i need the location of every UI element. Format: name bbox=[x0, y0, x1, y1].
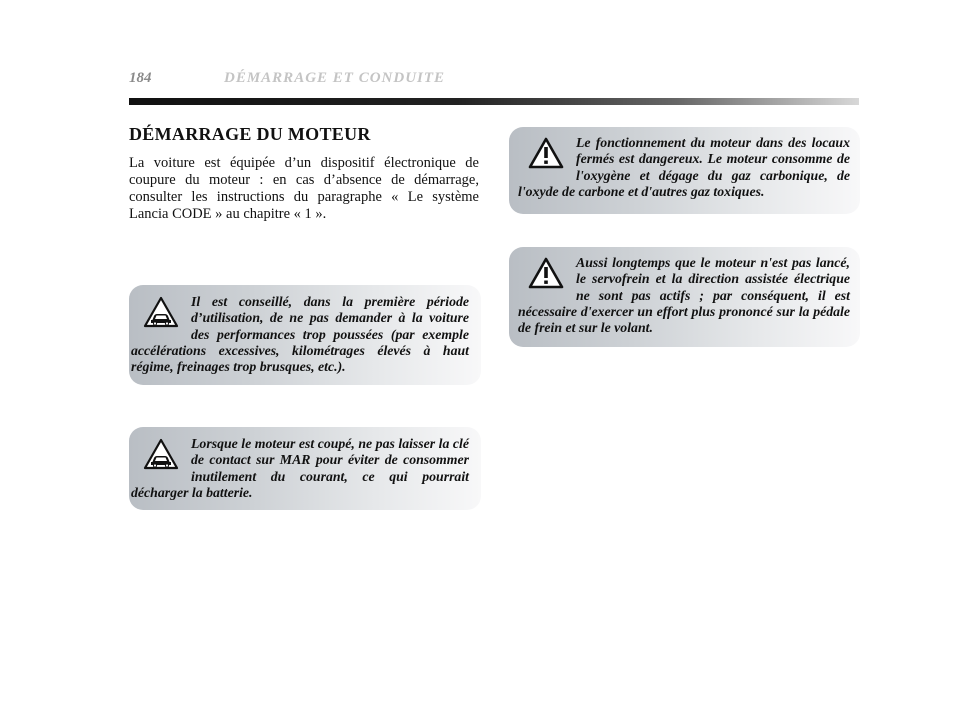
intro-paragraph: La voiture est équipée d’un dispositif électronique de coupure du moteur : en cas d’absence de démarrage, consulter les instructions du paragraphe « Le système Lancia CODE » au chapitre « 1 ». bbox=[129, 155, 479, 222]
header-rule bbox=[129, 98, 859, 105]
warning-text: Aussi longtemps que le moteur n'est pas lancé, le servofrein et la direction assistée électrique ne sont pas actifs ; par conséquent, il est nécessaire d'exercer un effort plus prononcé sur la pédale de frein et sur le volant. bbox=[518, 255, 850, 336]
warning-triangle-icon bbox=[528, 257, 564, 289]
car-note-icon bbox=[143, 438, 179, 470]
note-box-conseil bbox=[129, 285, 481, 385]
section-title: DÉMARRAGE DU MOTEUR bbox=[129, 124, 371, 144]
page-number: 184 bbox=[129, 70, 152, 86]
warning-box-moteur bbox=[509, 247, 860, 347]
warning-text: Le fonctionnement du moteur dans des locaux fermés est dangereux. Le moteur consomme de l'oxygène et dégage du gaz carbonique, de l'oxyde de carbone et d'autres gaz toxiques. bbox=[518, 135, 850, 199]
note-text: Lorsque le moteur est coupé, ne pas laisser la clé de contact sur MAR pour éviter de consommer inutilement du courant, ce qui pourrait décharger la batterie. bbox=[131, 436, 469, 500]
running-header: DÉMARRAGE ET CONDUITE bbox=[224, 70, 446, 86]
warning-triangle-icon bbox=[528, 137, 564, 169]
note-box-cle bbox=[129, 427, 481, 510]
note-text: Il est conseillé, dans la première période d’utilisation, de ne pas demander à la voiture des performances trop poussées (par exemple accélérations excessives, kilométrages élevés à haut régime, freinages trop brusques, etc.). bbox=[131, 294, 469, 375]
warning-box-locaux bbox=[509, 127, 860, 214]
car-note-icon bbox=[143, 296, 179, 328]
